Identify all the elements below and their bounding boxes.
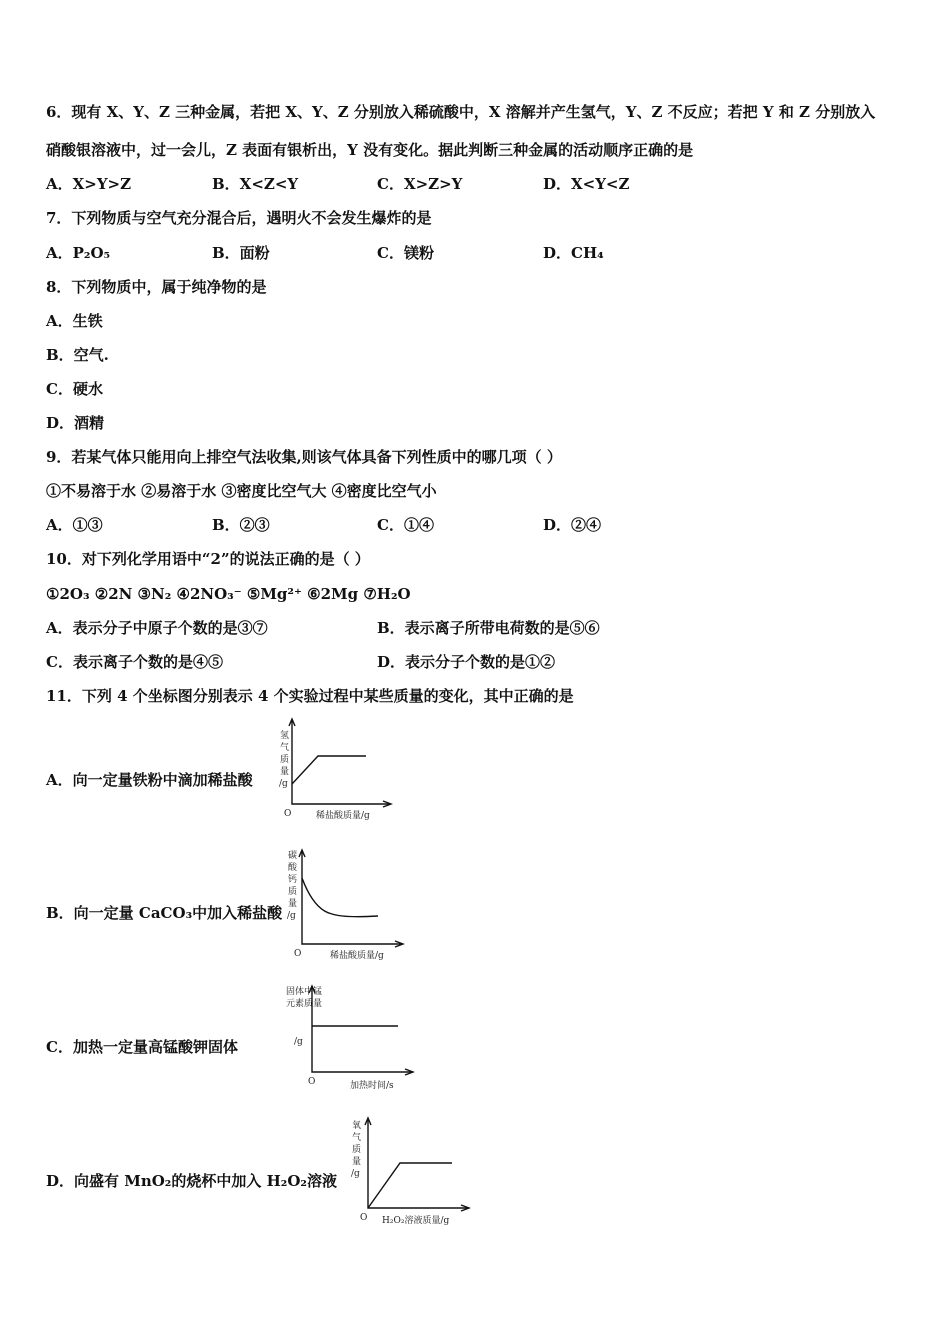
graph-a-axes xyxy=(292,720,390,804)
q8-option-b: B．空气. xyxy=(46,346,109,364)
graph-a-origin: O xyxy=(284,809,292,819)
graph-b-curve xyxy=(302,878,378,917)
q8-option-c: C．硬水 xyxy=(46,380,103,398)
graph-d-ylabel-0: 氧 xyxy=(352,1121,362,1131)
graph-b-ylabel-1: 酸 xyxy=(288,863,298,873)
q11-graph-a xyxy=(270,716,400,826)
q8-option-a: A．生铁 xyxy=(46,312,103,330)
graph-a-ylabel-1: 气 xyxy=(280,743,290,753)
q9-properties: ①不易溶于水 ②易溶于水 ③密度比空气大 ④密度比空气小 xyxy=(46,482,437,500)
q6-option-a: A．X>Y>Z xyxy=(46,175,132,193)
graph-b-origin: O xyxy=(294,949,302,959)
graph-b-ylabel-3: 质 xyxy=(288,887,298,897)
q9-option-a: A．①③ xyxy=(46,516,103,534)
q10-option-a: A．表示分子中原子个数的是③⑦ xyxy=(46,619,268,637)
q9-option-d: D．②④ xyxy=(543,516,602,534)
q11-option-b-label: B．向一定量 CaCO₃中加入稀盐酸 xyxy=(46,904,283,922)
graph-d-ylabel-1: 气 xyxy=(352,1133,362,1143)
q6-stem-line2: 硝酸银溶液中，过一会儿，Z 表面有银析出，Y 没有变化。据此判断三种金属的活动顺序正确的是 xyxy=(46,141,694,159)
q8-option-d: D．酒精 xyxy=(46,414,105,432)
graph-b-ylabel-2: 钙 xyxy=(288,875,298,885)
q7-option-d: D．CH₄ xyxy=(543,244,604,262)
graph-c-origin: O xyxy=(308,1077,316,1087)
q7-stem: 7．下列物质与空气充分混合后，遇明火不会发生爆炸的是 xyxy=(46,209,432,227)
graph-b-ylabel-0: 碳 xyxy=(288,851,298,861)
q6-stem-line1: 6．现有 X、Y、Z 三种金属，若把 X、Y、Z 分别放入稀硫酸中，X 溶解并产生氢气，Y、Z 不反应；若把 Y 和 Z 分别放入 xyxy=(46,103,876,121)
graph-d-curve xyxy=(368,1163,452,1208)
q11-option-a-label: A．向一定量铁粉中滴加稀盐酸 xyxy=(46,771,253,789)
graph-d-ylabel-3: 量 xyxy=(352,1157,362,1167)
graph-d-xlabel: H₂O₂溶液质量/g xyxy=(382,1216,450,1226)
q10-option-c: C．表示离子个数的是④⑤ xyxy=(46,653,223,671)
q11-graph-d xyxy=(348,1116,478,1228)
q11-graph-b xyxy=(284,848,414,963)
q7-option-b: B．面粉 xyxy=(212,244,270,262)
graph-a-ylabel-4: /g xyxy=(279,779,288,789)
q9-stem: 9．若某气体只能用向上排空气法收集,则该气体具备下列性质中的哪几项（ ） xyxy=(46,448,562,466)
q6-option-d: D．X<Y<Z xyxy=(543,175,630,193)
graph-b-xlabel: 稀盐酸质量/g xyxy=(330,951,384,961)
graph-c-ylabel-0: 固体中锰 xyxy=(286,987,323,997)
graph-c-xlabel: 加热时间/s xyxy=(350,1081,394,1091)
q7-option-a: A．P₂O₅ xyxy=(46,244,111,262)
graph-b-ylabel-5: /g xyxy=(287,911,296,921)
graph-a-xlabel: 稀盐酸质量/g xyxy=(316,811,370,821)
q11-graph-c xyxy=(284,982,424,1094)
graph-c-axes xyxy=(312,986,412,1072)
q6-option-c: C．X>Z>Y xyxy=(377,175,463,193)
q11-option-d-label: D．向盛有 MnO₂的烧杯中加入 H₂O₂溶液 xyxy=(46,1172,337,1190)
q11-option-c-label: C．加热一定量高锰酸钾固体 xyxy=(46,1038,238,1056)
q10-stem: 10．对下列化学用语中“2”的说法正确的是（ ） xyxy=(46,550,370,568)
graph-a-ylabel-3: 量 xyxy=(280,767,290,777)
q8-stem: 8．下列物质中，属于纯净物的是 xyxy=(46,278,267,296)
graph-b-axes xyxy=(302,850,402,944)
q7-option-c: C．镁粉 xyxy=(377,244,434,262)
graph-c-ylabel-1: 元素质量 xyxy=(286,999,323,1009)
q10-option-b: B．表示离子所带电荷数的是⑤⑥ xyxy=(377,619,600,637)
q11-stem: 11．下列 4 个坐标图分别表示 4 个实验过程中某些质量的变化，其中正确的是 xyxy=(46,687,574,705)
graph-c-ylabel-2: /g xyxy=(294,1037,303,1047)
q9-option-c: C．①④ xyxy=(377,516,434,534)
graph-a-curve xyxy=(292,756,366,784)
graph-a-ylabel-2: 质 xyxy=(280,755,290,765)
graph-d-ylabel-4: /g xyxy=(351,1169,360,1179)
q10-option-d: D．表示分子个数的是①② xyxy=(377,653,556,671)
graph-b-ylabel-4: 量 xyxy=(288,899,298,909)
q9-option-b: B．②③ xyxy=(212,516,270,534)
graph-d-origin: O xyxy=(360,1213,368,1223)
q10-items: ①2O₃ ②2N ③N₂ ④2NO₃⁻ ⑤Mg²⁺ ⑥2Mg ⑦H₂O xyxy=(46,585,411,603)
graph-d-ylabel-2: 质 xyxy=(352,1145,362,1155)
graph-a-ylabel-0: 氢 xyxy=(280,731,290,741)
q6-option-b: B．X<Z<Y xyxy=(212,175,299,193)
